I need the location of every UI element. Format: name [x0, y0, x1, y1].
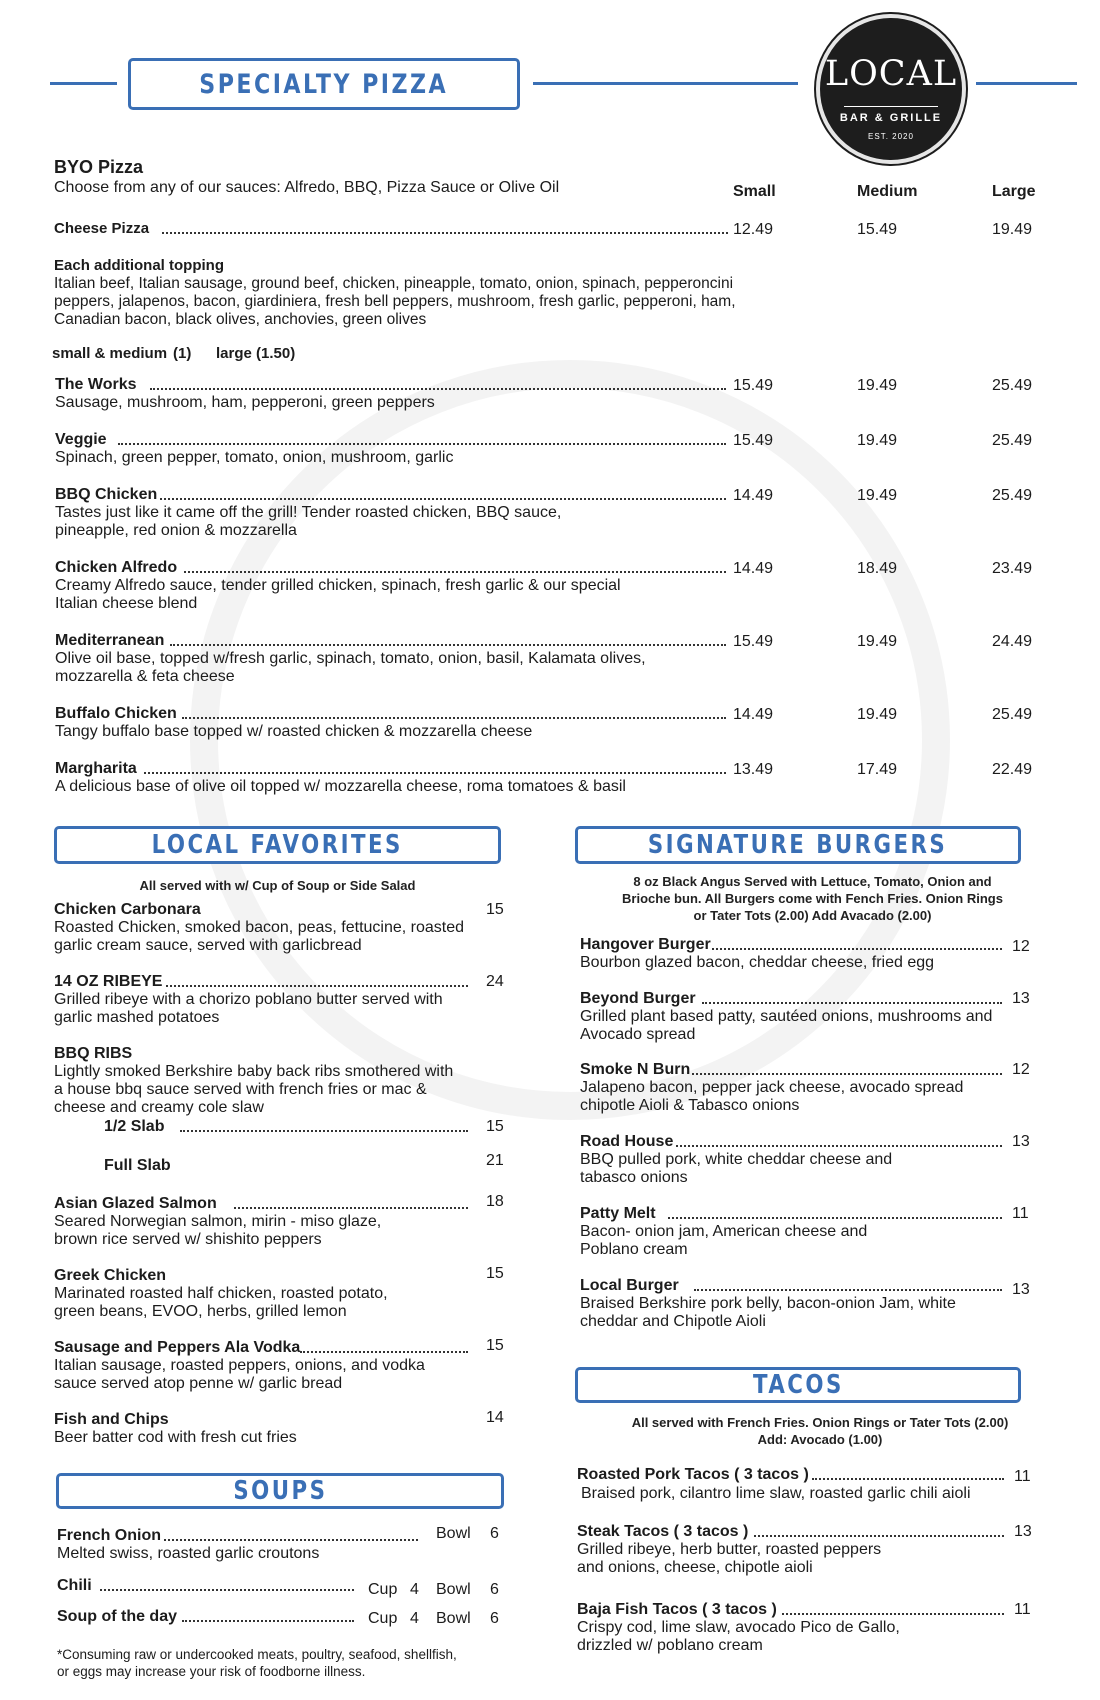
favorite-name: Chicken Carbonara	[54, 901, 201, 918]
pizza-description: A delicious base of olive oil topped w/ mozzarella cheese, roma tomatoes & basil	[55, 778, 626, 795]
dotted-leader	[160, 498, 726, 500]
dotted-leader	[668, 1217, 1002, 1219]
section-banner-soups	[56, 1473, 504, 1509]
logo-wordmark: LOCAL	[824, 54, 958, 94]
dotted-leader	[692, 1073, 1002, 1075]
burger-name: Patty Melt	[580, 1205, 656, 1222]
dotted-leader	[712, 948, 1002, 950]
burger-price: 11	[1012, 1205, 1029, 1222]
byo-description: Choose from any of our sauces: Alfredo, BBQ, Pizza Sauce or Olive Oil	[54, 179, 560, 196]
burger-description: Grilled plant based patty, sautéed onions, mushrooms and Avocado spread	[580, 1008, 993, 1043]
dotted-leader	[300, 1351, 468, 1353]
topping-price-lg-label: large	[216, 345, 252, 362]
price-large: 25.49	[992, 432, 1033, 449]
price-large: 25.49	[992, 487, 1033, 504]
soup-bowl-price: 6	[490, 1525, 499, 1542]
section-banner-tacos	[575, 1367, 1021, 1403]
dotted-leader	[182, 717, 726, 719]
favorite-description: Marinated roasted half chicken, roasted potato, green beans, EVOO, herbs, grilled lemon	[54, 1285, 388, 1320]
logo	[816, 14, 966, 164]
topping-title: Each additional topping	[54, 257, 224, 274]
section-banner-favorites	[54, 826, 501, 864]
section-title-favorites: LOCAL FAVORITES	[151, 830, 404, 860]
price-small: 15.49	[733, 633, 774, 650]
size-header-small: Small	[733, 183, 776, 200]
soup-name: Soup of the day	[57, 1608, 177, 1625]
dotted-leader	[182, 1620, 354, 1622]
price-medium: 19.49	[857, 432, 898, 449]
pizza-description: Tastes just like it came off the grill! Tender roasted chicken, BBQ sauce, pineapple, red onion & mozzarella	[55, 504, 562, 539]
pizza-name: Margharita	[55, 760, 137, 777]
pizza-description: Olive oil base, topped w/fresh garlic, spinach, tomato, onion, basil, Kalamata olives, mozzarella & feta cheese	[55, 650, 646, 685]
price-medium: 19.49	[857, 633, 898, 650]
taco-price: 13	[1014, 1523, 1032, 1540]
burger-price: 13	[1012, 990, 1030, 1007]
dotted-leader	[180, 1130, 468, 1132]
pizza-name: Veggie	[55, 431, 107, 448]
ribs-option-name: 1/2 Slab	[104, 1118, 165, 1135]
dotted-leader	[170, 644, 726, 646]
section-banner-pizza	[128, 58, 520, 110]
header-rule-right	[976, 82, 1077, 85]
price-large: 25.49	[992, 377, 1033, 394]
soup-bowl-price: 6	[490, 1581, 499, 1598]
favorite-name: Asian Glazed Salmon	[54, 1195, 217, 1212]
dotted-leader	[100, 1589, 354, 1591]
favorite-price: 18	[486, 1193, 504, 1210]
pizza-description: Creamy Alfredo sauce, tender grilled chicken, spinach, fresh garlic & our special Italian cheese blend	[55, 577, 621, 612]
ribs-option-price: 15	[486, 1118, 504, 1135]
pizza-name: The Works	[55, 376, 137, 393]
price-large: 25.49	[992, 706, 1033, 723]
burger-description: Bourbon glazed bacon, cheddar cheese, fried egg	[580, 954, 935, 971]
favorite-price: 24	[486, 973, 504, 990]
pizza-description: Tangy buffalo base topped w/ roasted chicken & mozzarella cheese	[55, 723, 533, 740]
dotted-leader	[754, 1535, 1004, 1537]
burger-name: Local Burger	[580, 1277, 679, 1294]
soup-name: French Onion	[57, 1527, 161, 1544]
byo-title: BYO Pizza	[54, 157, 144, 177]
price-medium: 19.49	[857, 706, 898, 723]
favorite-price: 15	[486, 1337, 504, 1354]
favorite-description: Grilled ribeye with a chorizo poblano butter served with garlic mashed potatoes	[54, 991, 443, 1026]
burger-price: 12	[1012, 938, 1030, 955]
price-small: 15.49	[733, 432, 774, 449]
burger-name: Beyond Burger	[580, 990, 696, 1007]
dotted-leader	[782, 1613, 1004, 1615]
ribs-option-price: 21	[486, 1152, 504, 1169]
burger-price: 13	[1012, 1133, 1030, 1150]
soup-cup-price: 4	[410, 1610, 419, 1627]
cheese-price-large: 19.49	[992, 221, 1033, 238]
price-large: 24.49	[992, 633, 1033, 650]
favorite-name: Fish and Chips	[54, 1411, 169, 1428]
dotted-leader	[184, 571, 726, 573]
section-title-tacos: TACOS	[752, 1370, 844, 1400]
price-small: 14.49	[733, 560, 774, 577]
burger-name: Hangover Burger	[580, 936, 711, 953]
favorite-name: 14 OZ RIBEYE	[54, 973, 163, 990]
pizza-description: Spinach, green pepper, tomato, onion, mushroom, garlic	[55, 449, 454, 466]
favorites-note: All served with w/ Cup of Soup or Side Salad	[139, 878, 416, 893]
price-medium: 19.49	[857, 487, 898, 504]
pizza-name: BBQ Chicken	[55, 486, 158, 503]
favorite-description: Seared Norwegian salmon, mirin - miso glaze, brown rice served w/ shishito peppers	[54, 1213, 382, 1248]
favorite-description: Italian sausage, roasted peppers, onions, and vodka sauce served atop penne w/ garlic bread	[54, 1357, 425, 1392]
taco-description: Braised pork, cilantro lime slaw, roasted garlic chili aioli	[581, 1485, 971, 1502]
price-medium: 17.49	[857, 761, 898, 778]
burgers-note: 8 oz Black Angus Served with Lettuce, Tomato, Onion and Brioche bun. All Burgers come with Fench Fries. Onion Rings or Tater Tots (2.00) Add Avacado (2.00)	[622, 874, 1003, 923]
dotted-leader	[702, 1002, 1002, 1004]
section-title-soups: SOUPS	[232, 1476, 328, 1506]
taco-price: 11	[1014, 1468, 1031, 1485]
cheese-price-small: 12.49	[733, 221, 774, 238]
favorite-price: 15	[486, 1265, 504, 1282]
soup-bowl-price: 6	[490, 1610, 499, 1627]
soup-description: Melted swiss, roasted garlic croutons	[57, 1545, 320, 1562]
soup-bowl-label: Bowl	[436, 1581, 471, 1598]
dotted-leader	[118, 443, 726, 445]
cheese-pizza-name: Cheese Pizza	[54, 220, 150, 237]
taco-description: Grilled ribeye, herb butter, roasted peppers and onions, cheese, chipotle aioli	[577, 1541, 882, 1576]
taco-name: Steak Tacos ( 3 tacos )	[577, 1523, 749, 1540]
pizza-name: Buffalo Chicken	[55, 705, 177, 722]
burger-price: 12	[1012, 1061, 1030, 1078]
burger-name: Smoke N Burn	[580, 1061, 691, 1078]
section-banner-burgers	[575, 826, 1021, 864]
price-small: 13.49	[733, 761, 774, 778]
price-large: 22.49	[992, 761, 1033, 778]
soup-cup-label: Cup	[368, 1610, 398, 1627]
soup-bowl-label: Bowl	[436, 1525, 471, 1542]
cheese-price-medium: 15.49	[857, 221, 898, 238]
size-header-medium: Medium	[857, 183, 918, 200]
taco-name: Roasted Pork Tacos ( 3 tacos )	[577, 1466, 809, 1483]
burger-description: Bacon- onion jam, American cheese and Poblano cream	[580, 1223, 868, 1258]
logo-established: EST. 2020	[868, 132, 914, 141]
health-disclaimer: *Consuming raw or undercooked meats, poultry, seafood, shellfish, or eggs may increase your risk of foodborne illness.	[57, 1647, 457, 1679]
topping-price-sm: (1)	[173, 345, 192, 362]
dotted-leader	[166, 985, 468, 987]
dotted-leader	[812, 1478, 1004, 1480]
dotted-leader	[150, 388, 726, 390]
favorite-description: Roasted Chicken, smoked bacon, peas, fettucine, roasted garlic cream sauce, served with garlicbread	[54, 919, 465, 954]
favorite-price: 14	[486, 1409, 504, 1426]
dotted-leader	[234, 1207, 468, 1209]
price-medium: 19.49	[857, 377, 898, 394]
size-header-large: Large	[992, 183, 1036, 200]
topping-list: Italian beef, Italian sausage, ground beef, chicken, pineapple, tomato, onion, spinach, pepperoncini peppers, jalapenos, bacon, giardiniera, fresh bell peppers, mushroom, fresh garlic, pepperoni, ham, Canadian bacon, black olives, anchovies, green olives	[54, 275, 736, 328]
topping-price-lg: (1.50)	[256, 345, 296, 362]
soup-name: Chili	[57, 1577, 92, 1594]
taco-price: 11	[1014, 1601, 1031, 1618]
price-small: 15.49	[733, 377, 774, 394]
logo-subtitle: BAR & GRILLE	[839, 112, 943, 124]
ribs-option-name: Full Slab	[104, 1157, 171, 1174]
section-title-pizza: SPECIALTY PIZZA	[199, 68, 449, 100]
topping-price-sm-label: small & medium	[52, 345, 168, 362]
price-large: 23.49	[992, 560, 1033, 577]
dotted-leader	[144, 772, 726, 774]
soup-bowl-label: Bowl	[436, 1610, 471, 1627]
burger-price: 13	[1012, 1281, 1030, 1298]
dotted-leader	[164, 1539, 418, 1541]
pizza-description: Sausage, mushroom, ham, pepperoni, green peppers	[55, 394, 435, 411]
dotted-leader	[694, 1289, 1002, 1291]
header-rule-left	[50, 82, 117, 85]
dotted-leader	[676, 1145, 1002, 1147]
burger-description: Braised Berkshire pork belly, bacon-onion Jam, white cheddar and Chipotle Aioli	[580, 1295, 956, 1330]
favorite-name: Sausage and Peppers Ala Vodka	[54, 1339, 301, 1356]
section-title-burgers: SIGNATURE BURGERS	[648, 830, 948, 860]
pizza-name: Mediterranean	[55, 632, 165, 649]
burger-description: BBQ pulled pork, white cheddar cheese and tabasco onions	[580, 1151, 893, 1186]
soup-cup-price: 4	[410, 1581, 419, 1598]
burger-name: Road House	[580, 1133, 674, 1150]
logo-divider	[844, 106, 938, 107]
soup-cup-label: Cup	[368, 1581, 398, 1598]
tacos-note: All served with French Fries. Onion Rings or Tater Tots (2.00) Add: Avocado (1.00)	[631, 1415, 1009, 1447]
dotted-leader	[162, 232, 728, 234]
favorite-name: Greek Chicken	[54, 1267, 167, 1284]
favorite-name: BBQ RIBS	[54, 1045, 133, 1062]
price-medium: 18.49	[857, 560, 898, 577]
header-rule-middle	[533, 82, 798, 85]
favorite-price: 15	[486, 901, 504, 918]
price-small: 14.49	[733, 706, 774, 723]
price-small: 14.49	[733, 487, 774, 504]
pizza-name: Chicken Alfredo	[55, 559, 178, 576]
taco-name: Baja Fish Tacos ( 3 tacos )	[577, 1601, 777, 1618]
favorite-description: Beer batter cod with fresh cut fries	[54, 1429, 297, 1446]
favorite-description: Lightly smoked Berkshire baby back ribs smothered with a house bbq sauce served with french fries or mac & cheese and creamy cole slaw	[54, 1063, 454, 1116]
taco-description: Crispy cod, lime slaw, avocado Pico de Gallo, drizzled w/ poblano cream	[577, 1619, 900, 1654]
burger-description: Jalapeno bacon, pepper jack cheese, avocado spread chipotle Aioli & Tabasco onions	[580, 1079, 964, 1114]
